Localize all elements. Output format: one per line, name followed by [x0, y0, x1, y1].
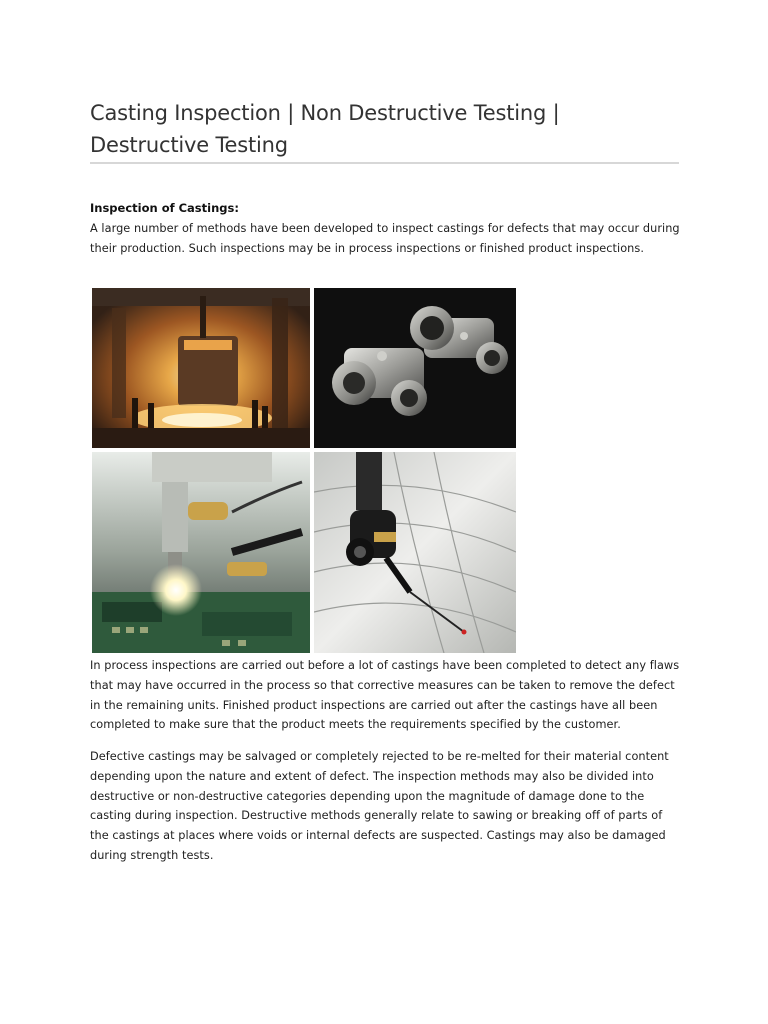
- foundry-pouring-image: [92, 288, 310, 448]
- circuit-board-inspection-image: [92, 452, 310, 653]
- page-title: Casting Inspection | Non Destructive Testing | Destructive Testing: [90, 101, 560, 157]
- pipe-fittings-image: [314, 288, 516, 448]
- touch-probe-image: [314, 452, 516, 653]
- in-process-paragraph: In process inspections are carried out before a lot of castings have been completed to detect any flaws that may have occurred in the process so that corrective measures can be taken to remove the defect in the remaining units. Finished product inspections are carried out after the castings have all been completed to make sure that the product meets the requirements specified by the customer.: [90, 659, 680, 732]
- title-divider: [90, 162, 679, 164]
- intro-paragraph: A large number of methods have been developed to inspect castings for defects that may occur during their production. Such inspections may be in process inspections or finished product inspections.: [90, 222, 680, 255]
- section-heading: Inspection of Castings:: [90, 201, 239, 215]
- defective-castings-paragraph: Defective castings may be salvaged or completely rejected to be re-melted for their material content depending upon the nature and extent of defect. The inspection methods may also be divided into destructive or non-destructive categories depending upon the magnitude of damage done to the casting during inspection. Destructive methods generally relate to sawing or breaking off of parts of the castings at places where voids or internal defects are suspected. Castings may also be damaged during strength tests.: [90, 750, 669, 862]
